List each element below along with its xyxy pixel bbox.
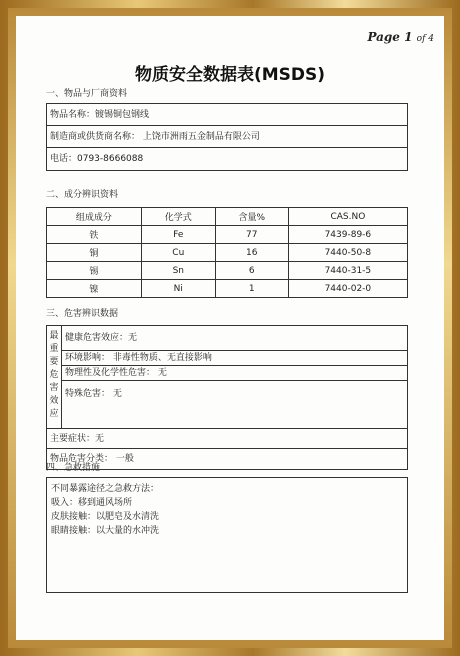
vertical-char: 最 <box>49 331 59 341</box>
vertical-label <box>47 326 62 428</box>
header-component: 组成成分 <box>47 208 142 226</box>
vertical-char: 害 <box>49 383 59 393</box>
vertical-char: 重 <box>49 344 59 354</box>
cell: 铁 <box>47 226 142 244</box>
section1-heading: 一、物品与厂商资料 <box>46 89 128 99</box>
vertical-char: 应 <box>49 409 59 419</box>
hazard-cells <box>62 326 407 428</box>
vertical-char: 效 <box>49 396 59 406</box>
cell: 镍 <box>47 280 142 298</box>
header-formula: 化学式 <box>141 208 215 226</box>
cell: 6 <box>215 262 288 280</box>
page-of: of 4 <box>416 34 434 44</box>
special-hazard: 特殊危害： 无 <box>65 389 122 399</box>
cell: 7439-89-6 <box>288 226 407 244</box>
symptoms-row: 主要症状：无 <box>47 429 407 449</box>
header-content: 含量% <box>215 208 288 226</box>
cell: Ni <box>141 280 215 298</box>
cell: 7440-31-5 <box>288 262 407 280</box>
table-row <box>47 262 408 280</box>
cell: Sn <box>141 262 215 280</box>
page-number <box>367 30 434 44</box>
maker-row: 制造商或供货商名称： 上饶市洲雨五金制品有限公司 <box>47 126 407 148</box>
section3-heading: 三、危害辨识数据 <box>46 309 119 319</box>
table-row <box>47 244 408 262</box>
symptoms-box <box>46 428 408 470</box>
product-info-box <box>46 103 408 171</box>
section4-heading: 四、急救措施 <box>46 463 101 473</box>
cell: 铜 <box>47 244 142 262</box>
cell: 16 <box>215 244 288 262</box>
first-aid-line: 眼睛接触：以大量的水冲洗 <box>51 526 160 536</box>
cell: 7440-02-0 <box>288 280 407 298</box>
phone-row: 电话：0793-8666088 <box>50 154 144 164</box>
cell: 1 <box>215 280 288 298</box>
table-row <box>47 280 408 298</box>
first-aid-line: 皮肤接触：以肥皂及水清洗 <box>51 512 160 522</box>
health-hazard: 健康危害效应：无 <box>62 326 407 351</box>
cell: Fe <box>141 226 215 244</box>
env-impact: 环境影响： 非毒性物质、无直接影响 <box>62 351 407 366</box>
first-aid-line: 吸入：移到通风场所 <box>51 498 133 508</box>
product-name-row: 物品名称：镀锡铜包钢线 <box>47 104 407 126</box>
category-row: 物品危害分类： 一般 <box>50 454 134 464</box>
first-aid-line: 不同暴露途径之急救方法： <box>51 484 160 494</box>
document-title: 物质安全数据表(MSDS) <box>134 65 326 85</box>
header-cas: CAS.NO <box>288 208 407 226</box>
cell: 锡 <box>47 262 142 280</box>
cell: 77 <box>215 226 288 244</box>
vertical-char: 要 <box>49 357 59 367</box>
physchem-hazard: 物理性及化学性危害： 无 <box>62 366 407 381</box>
page-label: Page 1 <box>367 30 413 44</box>
table-header-row <box>47 208 408 226</box>
table-row <box>47 226 408 244</box>
cell: Cu <box>141 244 215 262</box>
first-aid-box <box>46 477 408 593</box>
vertical-char: 危 <box>49 370 59 380</box>
hazard-box <box>46 325 408 429</box>
cell: 7440-50-8 <box>288 244 407 262</box>
composition-table <box>46 207 408 298</box>
section2-heading: 二、成分辨识资料 <box>46 190 119 200</box>
